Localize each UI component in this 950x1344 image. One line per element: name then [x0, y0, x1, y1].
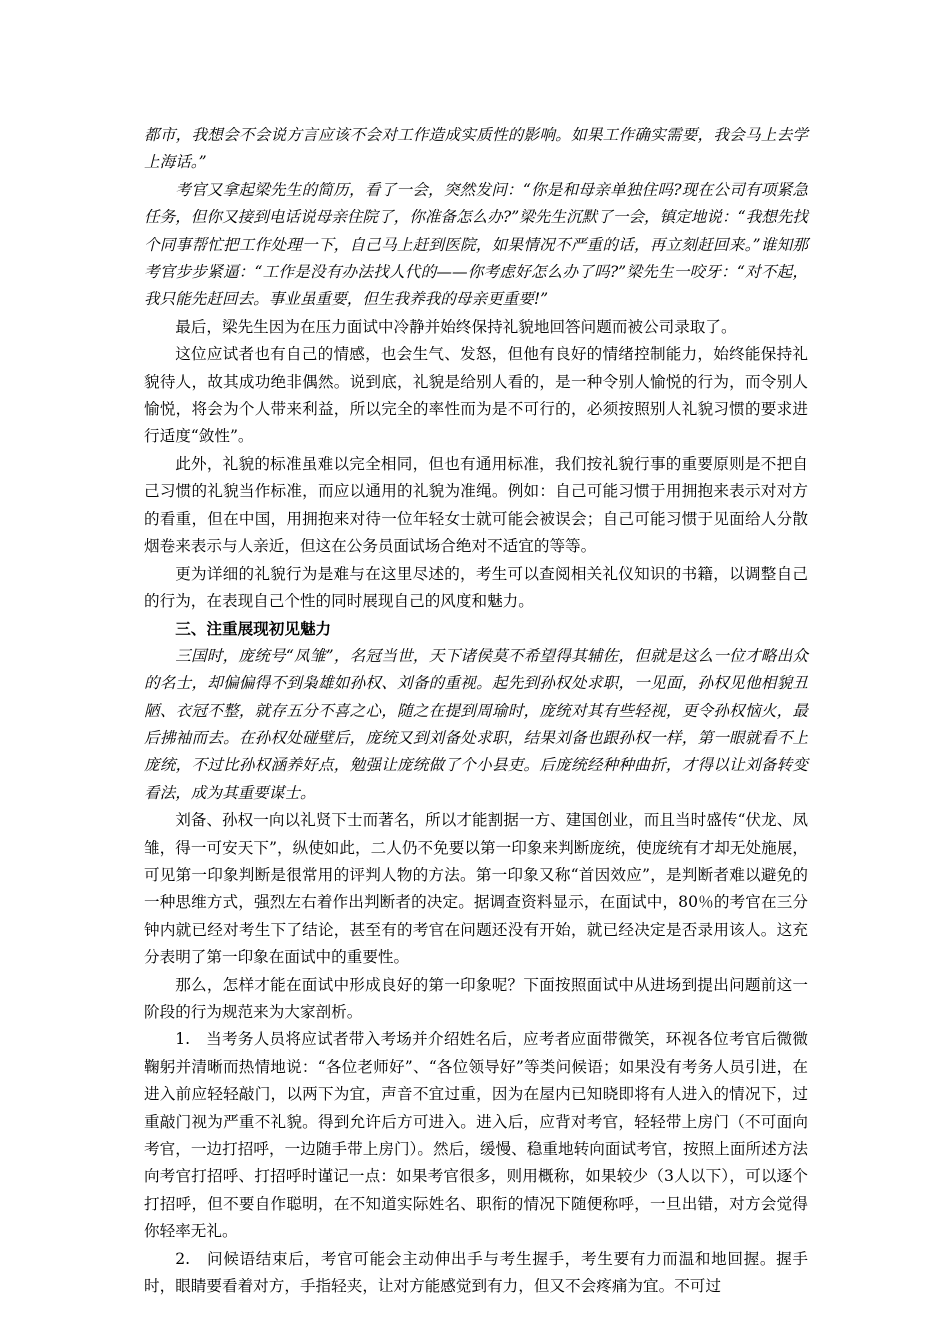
paragraph-first-impression: 刘备、孙权一向以礼贤下士而著名，所以才能割据一方、建国创业，而且当时盛传“伏龙、凤雏，得一可安天下”，纵使如此，二人仍不免要以第一印象来判断庞统，使庞统有才却无处施展，可见第一印象判断是很常用的评判人物的方法。第一印象又称“首因效应”，是判断者难以避免的一种思维方式，强烈左右着作出判断者的决定。据调查资料显示，在面试中，80％的考官在三分钟内就已经对考生下了结论，甚至有的考官在问题还没有开始，就已经决定是否录用该人。这充分表明了第一印象在面试中的重要性。 — [144, 811, 808, 967]
document-page — [144, 122, 808, 1300]
paragraph-etiquette-books: 更为详细的礼貌行为是难与在这里尽述的，考生可以查阅相关礼仪知识的书籍，以调整自己的行为，在表现自己个性的同时展现自己的风度和魅力。 — [144, 564, 808, 610]
paragraph-continuation: 都市，我想会不会说方言应该不会对工作造成实质性的影响。如果工作确实需要，我会马上去学上海话。” — [144, 126, 808, 172]
paragraph-outcome: 最后，梁先生因为在压力面试中冷静并始终保持礼貌地回答问题而被公司录取了。 — [175, 317, 737, 336]
section-heading: 三、注重展现初见魅力 — [175, 619, 332, 639]
paragraph-step-1: 1. 当考务人员将应试者带入考场并介绍姓名后，应考者应面带微笑，环视各位考官后微微鞠躬并清晰而热情地说：“各位老师好”、“各位领导好”等类问候语；如果没有考务人员引进，在进入前应轻轻敲门，以两下为宜，声音不宜过重，因为在屋内已知晓即将有人进入的情况下，过重敲门视为严重不礼貌。得到允许后方可进入。进入后，应背对考官，轻轻带上房门（不可面向考官，一边打招呼，一边随手带上房门）。然后，缓慢、稳重地转向面试考官，按照上面所述方法向考官打招呼、打招呼时谨记一点：如果考官很多，则用概称，如果较少（3人以下），可以逐个打招呼，但不要自作聪明，在不知道实际姓名、职衔的情况下随便称呼，一旦出错，对方会觉得你轻率无礼。 — [144, 1030, 808, 1241]
paragraph-etiquette-standard: 此外，礼貌的标准虽难以完全相同，但也有通用标准，我们按礼貌行事的重要原则是不把自己习惯的礼貌当作标准，而应以通用的礼貌为准绳。例如：自己可能习惯于用拥抱来表示对对方的看重，但在中国，用拥抱来对待一位年轻女士就可能会被误会；自己可能习惯于见面给人分散烟卷来表示与人亲近，但这在公务员面试场合绝对不适宜的等等。 — [144, 454, 808, 556]
paragraph-interview-question: 考官又拿起梁先生的简历，看了一会，突然发问：“你是和母亲单独住吗?现在公司有项紧急任务，但你又接到电话说母亲住院了，你准备怎么办?”梁先生沉默了一会，镇定地说：“我想先找个同事帮忙把工作处理一下，自己马上赶到医院，如果情况不严重的话，再立刻赶回来。”谁知那考官步步紧逼：“工作是没有办法找人代的——你考虑好怎么办了吗?”梁先生一咬牙：“对不起，我只能先赶回去。事业虽重要，但生我养我的母亲更重要!” — [144, 180, 808, 309]
paragraph-emotion-control: 这位应试者也有自己的情感，也会生气、发怒，但他有良好的情绪控制能力，始终能保持礼貌待人，故其成功绝非偶然。说到底，礼貌是给别人看的，是一种令别人愉悦的行为，而令别人愉悦，将会为个人带来利益，所以完全的率性而为是不可行的，必须按照别人礼貌习惯的要求进行适度“敛性”。 — [144, 345, 808, 446]
paragraph-pangtong-story: 三国时，庞统号“凤雏”，名冠当世，天下诸侯莫不希望得其辅佐，但就是这么一位才略出众的名士，却偏偏得不到枭雄如孙权、刘备的重视。起先到孙权处求职，一见面，孙权见他相貌丑陋、衣冠不整，就存五分不喜之心，随之在提到周瑜时，庞统对其有些轻视，更令孙权恼火，最后拂袖而去。在孙权处碰壁后，庞统又到刘备处求职，结果刘备也跟孙权一样，第一眼就看不上庞统，不过比孙权涵养好点，勉强让庞统做了个小县吏。后庞统经种种曲折，才得以让刘备转变看法，成为其重要谋士。 — [144, 646, 808, 802]
paragraph-step-2: 2. 问候语结束后，考官可能会主动伸出手与考生握手，考生要有力而温和地回握。握手时，眼睛要看着对方，手指轻夹，让对方能感觉到有力，但又不会疼痛为宜。不可过 — [144, 1249, 808, 1296]
paragraph-how-to: 那么，怎样才能在面试中形成良好的第一印象呢？下面按照面试中从进场到提出问题前这一阶段的行为规范来为大家剖析。 — [144, 975, 808, 1021]
